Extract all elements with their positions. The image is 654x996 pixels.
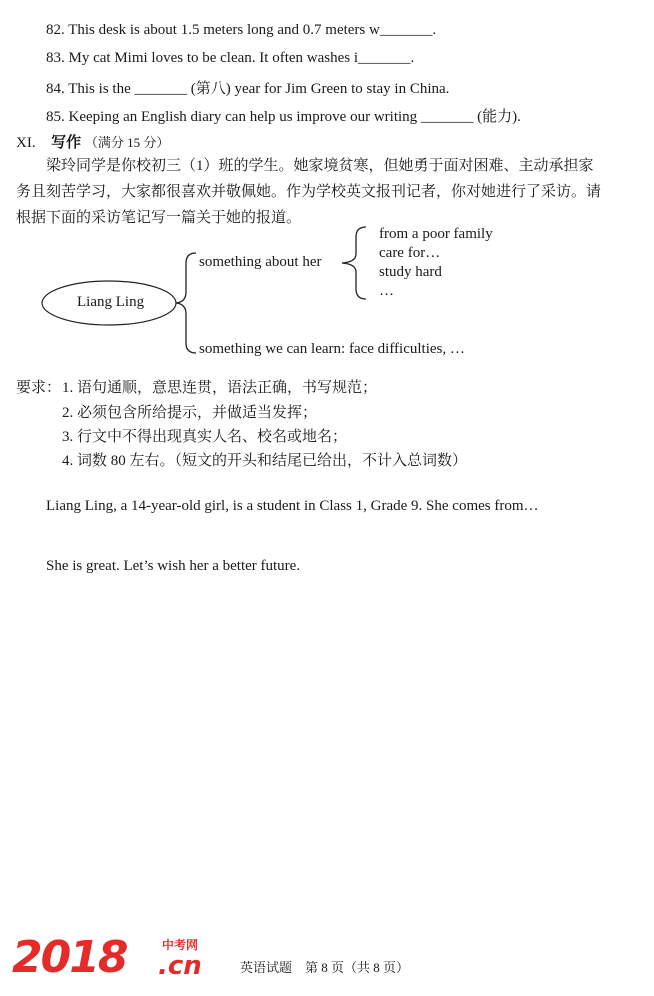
sub-item: from a poor family [379,226,493,242]
section-points: （满分 15 分） [84,135,170,150]
page-number: 英语试题 第 8 页（共 8 页） [240,960,410,975]
essay-closing: She is great. Let’s wish her a better future. [46,558,301,574]
sub-item: care for… [379,245,441,261]
branch-bottom-label: something we can learn: face difficulties, … [199,341,465,357]
question-82: 82. This desk is about 1.5 meters long and 0.7 meters w_______. [46,22,437,38]
logo-site-name: 中考网 [162,938,199,952]
question-84: 84. This is the _______ (第八) year for Jim Green to stay in China. [46,81,450,97]
logo-number: 2018 [12,932,127,983]
question-85: 85. Keeping an English diary can help us improve our writing _______ (能力). [46,109,521,125]
branch-top-label: something about her [199,254,322,270]
site-logo [12,932,212,983]
sub-item: … [379,283,394,299]
essay-opening: Liang Ling, a 14-year-old girl, is a student in Class 1, Grade 9. She comes from… [46,498,539,514]
requirement-item: 3. 行文中不得出现真实人名、校名或地名； [62,429,348,445]
prompt-line-1: 梁玲同学是你校初三（1）班的学生。她家境贫寒，但她勇于面对困难、主动承担家 [46,158,594,174]
requirement-item: 2. 必须包含所给提示，并做适当发挥； [62,405,318,421]
prompt-line-3: 根据下面的采访笔记写一篇关于她的报道。 [16,210,302,226]
logo-tld: .cn [158,951,202,981]
main-brace [176,253,196,353]
requirement-item: 1. 语句通顺，意思连贯，语法正确，书写规范； [62,380,378,396]
requirements-label: 要求： [16,380,62,396]
sub-item: study hard [379,264,442,280]
section-title: 写作 [51,133,82,151]
prompt-line-2: 务且刻苦学习，大家都很喜欢并敬佩她。作为学校英文报刊记者，你对她进行了采访。请 [16,184,602,200]
section-heading [16,131,169,152]
sub-brace [342,227,366,299]
question-83: 83. My cat Mimi loves to be clean. It often washes i_______. [46,50,415,66]
requirement-item: 4. 词数 80 左右。（短文的开头和结尾已给出，不计入总词数） [62,453,468,469]
section-number: XI. [16,135,36,151]
center-label: Liang Ling [77,294,145,310]
